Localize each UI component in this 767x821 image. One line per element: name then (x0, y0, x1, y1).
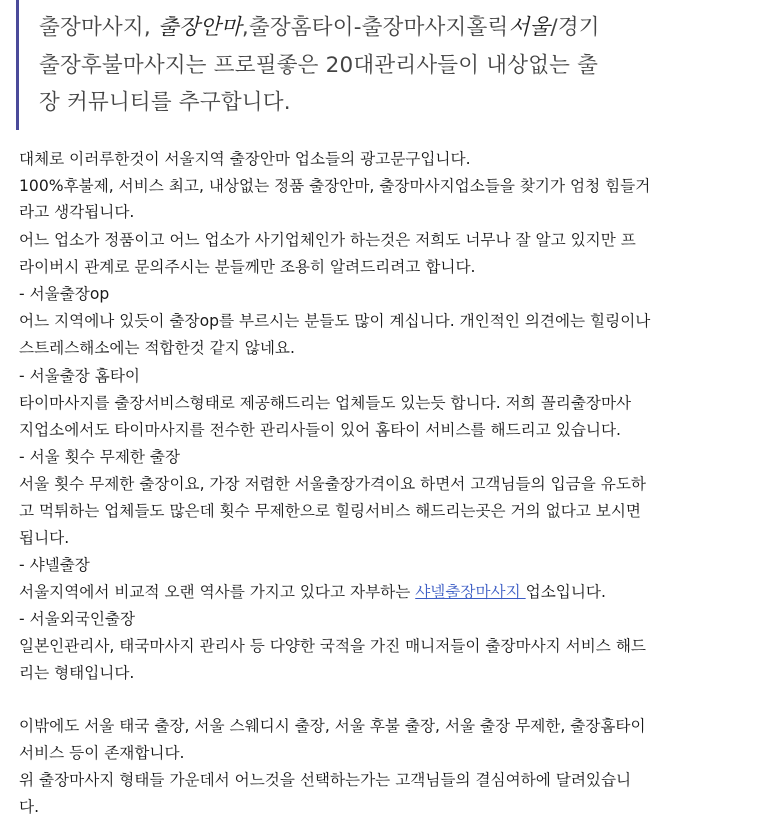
paragraph-line: 지업소에서도 타이마사지를 전수한 관리사들이 있어 홈타이 서비스를 해드리고 있습니다. (19, 421, 621, 439)
section-heading-foreign: - 서울외국인출장 (19, 610, 136, 628)
paragraph-line: 라고 생각됩니다. (19, 203, 135, 221)
paragraph-line: 어느 업소가 정품이고 어느 업소가 사기업체인가 하는것은 저희도 너무나 잘 알고 있지만 프 (19, 231, 636, 249)
paragraph-line: 고 먹튀하는 업체들도 많은데 횟수 무제한으로 힐링서비스 해드리는곳은 거의 없다고 보시면 (19, 502, 641, 520)
paragraph-line: 이밖에도 서울 태국 출장, 서울 스웨디시 출장, 서울 후불 출장, 서울 출장 무제한, 출장홈타이 (19, 717, 646, 735)
section-heading-op: - 서울출장op (19, 285, 110, 303)
quote-line-1-part3: ,출장홈타이-출장마사지홀릭 (241, 15, 509, 40)
paragraph-line: 어느 지역에나 있듯이 출장op를 부르시는 분들도 많이 계십니다. 개인적인 의견에는 힐링이나 (19, 312, 651, 330)
quote-line-2: 출장후불마사지는 프로필좋은 20대관리사들이 내상없는 출 (39, 53, 599, 78)
section-heading-unlimited: - 서울 횟수 무제한 출장 (19, 448, 181, 466)
paragraph-line: 리는 형태입니다. (19, 664, 135, 682)
paragraph-line: 서비스 등이 존재합니다. (19, 744, 185, 762)
paragraph-line: 스트레스해소에는 적합한것 같지 않네요. (19, 339, 295, 357)
paragraph-line: 서울 횟수 무제한 출장이요, 가장 저렴한 서울출장가격이요 하면서 고객님들의 입금을 유도하 (19, 475, 646, 493)
paragraph-line: 대체로 이러루한것이 서울지역 출장안마 업소들의 광고문구입니다. (19, 150, 471, 168)
chanel-massage-link[interactable]: 샤넬출장마사지 (415, 583, 526, 601)
paragraph-line: 라이버시 관계로 문의주시는 분들께만 조용히 알려드리려고 합니다. (19, 258, 476, 276)
quote-line-1-part1: 출장마사지, (39, 15, 158, 40)
quote-line-1-italic-2: 서울 (508, 15, 551, 40)
chanel-text-after: 업소입니다. (525, 583, 606, 601)
section-heading-home-thai: - 서울출장 홈타이 (19, 367, 140, 385)
quote-line-1 (39, 13, 600, 43)
quote-line-3: 장 커뮤니티를 추구합니다. (39, 90, 291, 115)
quote-line-1-part5: /경기 (550, 15, 600, 40)
quote-line-1-italic-1: 출장안마 (157, 15, 242, 40)
paragraph-line: 100%후불제, 서비스 최고, 내상없는 정품 출장안마, 출장마사지업소들을 찾기가 엄청 힘들거 (19, 177, 651, 195)
paragraph-line: 됩니다. (19, 529, 70, 547)
paragraph-line: 일본인관리사, 태국마사지 관리사 등 다양한 국적을 가진 매니저들이 출장마사지 서비스 해드 (19, 637, 646, 655)
chanel-text-before: 서울지역에서 비교적 오랜 역사를 가지고 있다고 자부하는 (19, 583, 416, 601)
paragraph-line: 타이마사지를 출장서비스형태로 제공해드리는 업체들도 있는듯 합니다. 저희 꼴리출장마사 (19, 394, 632, 412)
section-heading-chanel: - 샤넬출장 (19, 556, 90, 574)
blockquote (16, 0, 751, 130)
paragraph-line: 다. (19, 798, 40, 816)
paragraph-line-with-link (19, 580, 761, 602)
paragraph-line: 위 출장마사지 형태들 가운데서 어느것을 선택하는가는 고객님들의 결심여하에 달려있습니 (19, 771, 632, 789)
